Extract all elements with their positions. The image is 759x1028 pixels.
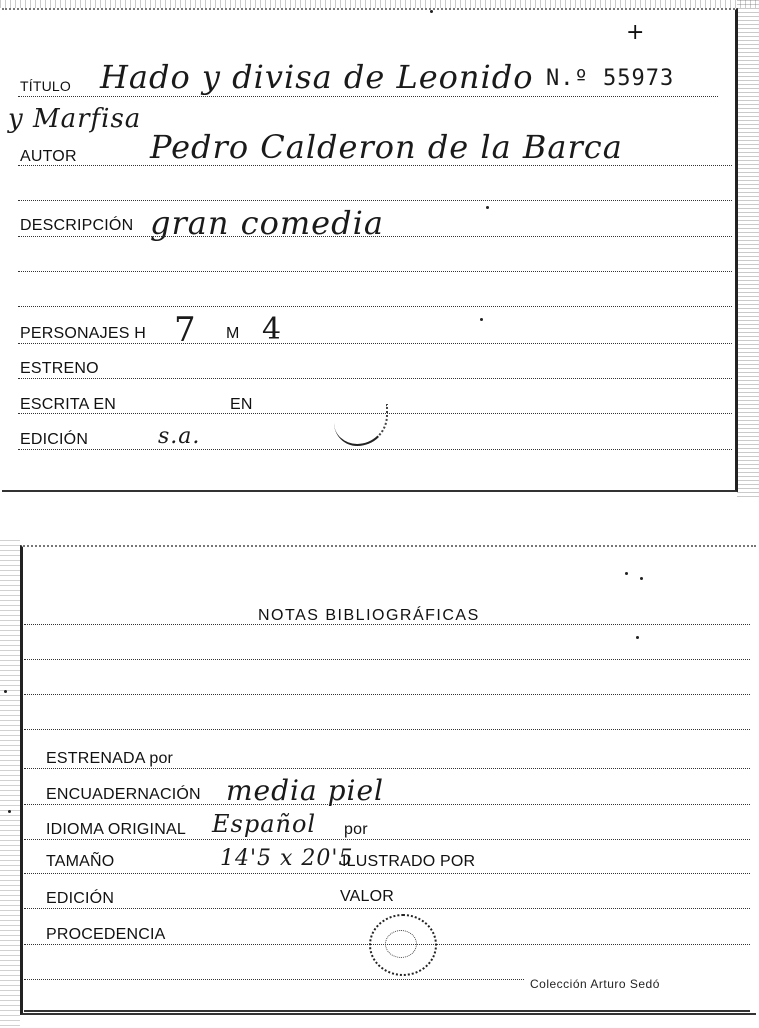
descripcion-value: gran comedia xyxy=(150,204,384,242)
tamano-rule xyxy=(24,873,750,874)
tamano-label: TAMAÑO xyxy=(46,853,115,870)
idioma-rule xyxy=(24,839,750,840)
ink-stamp-inner xyxy=(385,930,417,958)
notas-rule-2 xyxy=(24,659,750,660)
personajes-rule xyxy=(18,343,732,344)
blank-rule-1 xyxy=(18,200,732,201)
notas-rule-3 xyxy=(24,694,750,695)
notas-heading: NOTAS BIBLIOGRÁFICAS xyxy=(258,607,480,624)
scan-edge-top xyxy=(0,0,759,8)
scan-edge-right xyxy=(737,0,759,500)
notas-rule-1 xyxy=(24,624,750,625)
edicion-rule-bottom xyxy=(24,908,750,909)
edicion-label-bottom: EDICIÓN xyxy=(46,890,115,907)
numero-value: N.º 55973 xyxy=(546,66,675,91)
notas-rule-4 xyxy=(24,729,750,730)
titulo-value: Hado y divisa de Leonido xyxy=(100,58,534,96)
personajes-h-value: 7 xyxy=(174,310,197,350)
descripcion-rule xyxy=(18,236,732,237)
personajes-m-label: M xyxy=(226,325,240,342)
personajes-m-value: 4 xyxy=(262,312,283,347)
scan-speck xyxy=(430,10,433,13)
titulo-label: TÍTULO xyxy=(20,78,71,94)
scan-speck xyxy=(636,636,639,639)
idioma-label: IDIOMA ORIGINAL xyxy=(46,821,186,838)
autor-value: Pedro Calderon de la Barca xyxy=(150,128,623,166)
en-label: EN xyxy=(230,396,253,413)
estreno-label: ESTRENO xyxy=(20,360,99,377)
autor-label: AUTOR xyxy=(20,148,77,165)
scan-speck xyxy=(486,206,489,209)
edicion-rule-top xyxy=(18,449,732,450)
scan-edge-left xyxy=(0,540,20,1028)
scan-speck xyxy=(640,577,643,580)
ink-stamp xyxy=(369,914,437,976)
encuadernacion-label: ENCUADERNACIÓN xyxy=(46,786,201,803)
titulo-value-cont: y Marfisa xyxy=(8,104,142,134)
blank-rule-3 xyxy=(18,306,732,307)
valor-label: VALOR xyxy=(340,888,395,905)
edicion-label-top: EDICIÓN xyxy=(20,431,89,448)
encuadernacion-value: media piel xyxy=(226,774,384,807)
corner-mark: + xyxy=(626,20,645,45)
por-label: por xyxy=(344,821,368,838)
estrenada-rule xyxy=(24,768,750,769)
estrenada-label: ESTRENADA por xyxy=(46,750,174,767)
estreno-rule xyxy=(18,378,732,379)
ilustrado-label: ILUSTRADO POR xyxy=(342,853,476,870)
bottom-edge-rule xyxy=(24,1010,750,1012)
personajes-label: PERSONAJES H xyxy=(20,325,146,342)
edicion-value-top: s.a. xyxy=(158,424,201,449)
scan-speck xyxy=(4,690,7,693)
scan-speck xyxy=(625,572,628,575)
blank-rule-2 xyxy=(18,271,732,272)
descripcion-label: DESCRIPCIÓN xyxy=(20,217,134,234)
scan-speck xyxy=(8,810,11,813)
tamano-value: 14'5 x 20'5 xyxy=(220,846,354,871)
procedencia-label: PROCEDENCIA xyxy=(46,926,166,943)
idioma-value: Español xyxy=(212,810,317,838)
encuadernacion-rule xyxy=(24,804,750,805)
scan-speck xyxy=(480,318,483,321)
escrita-en-label: ESCRITA EN xyxy=(20,396,116,413)
autor-rule xyxy=(18,165,732,166)
titulo-rule xyxy=(18,96,718,97)
collection-credit: Colección Arturo Sedó xyxy=(530,977,660,991)
credit-rule xyxy=(24,979,524,980)
